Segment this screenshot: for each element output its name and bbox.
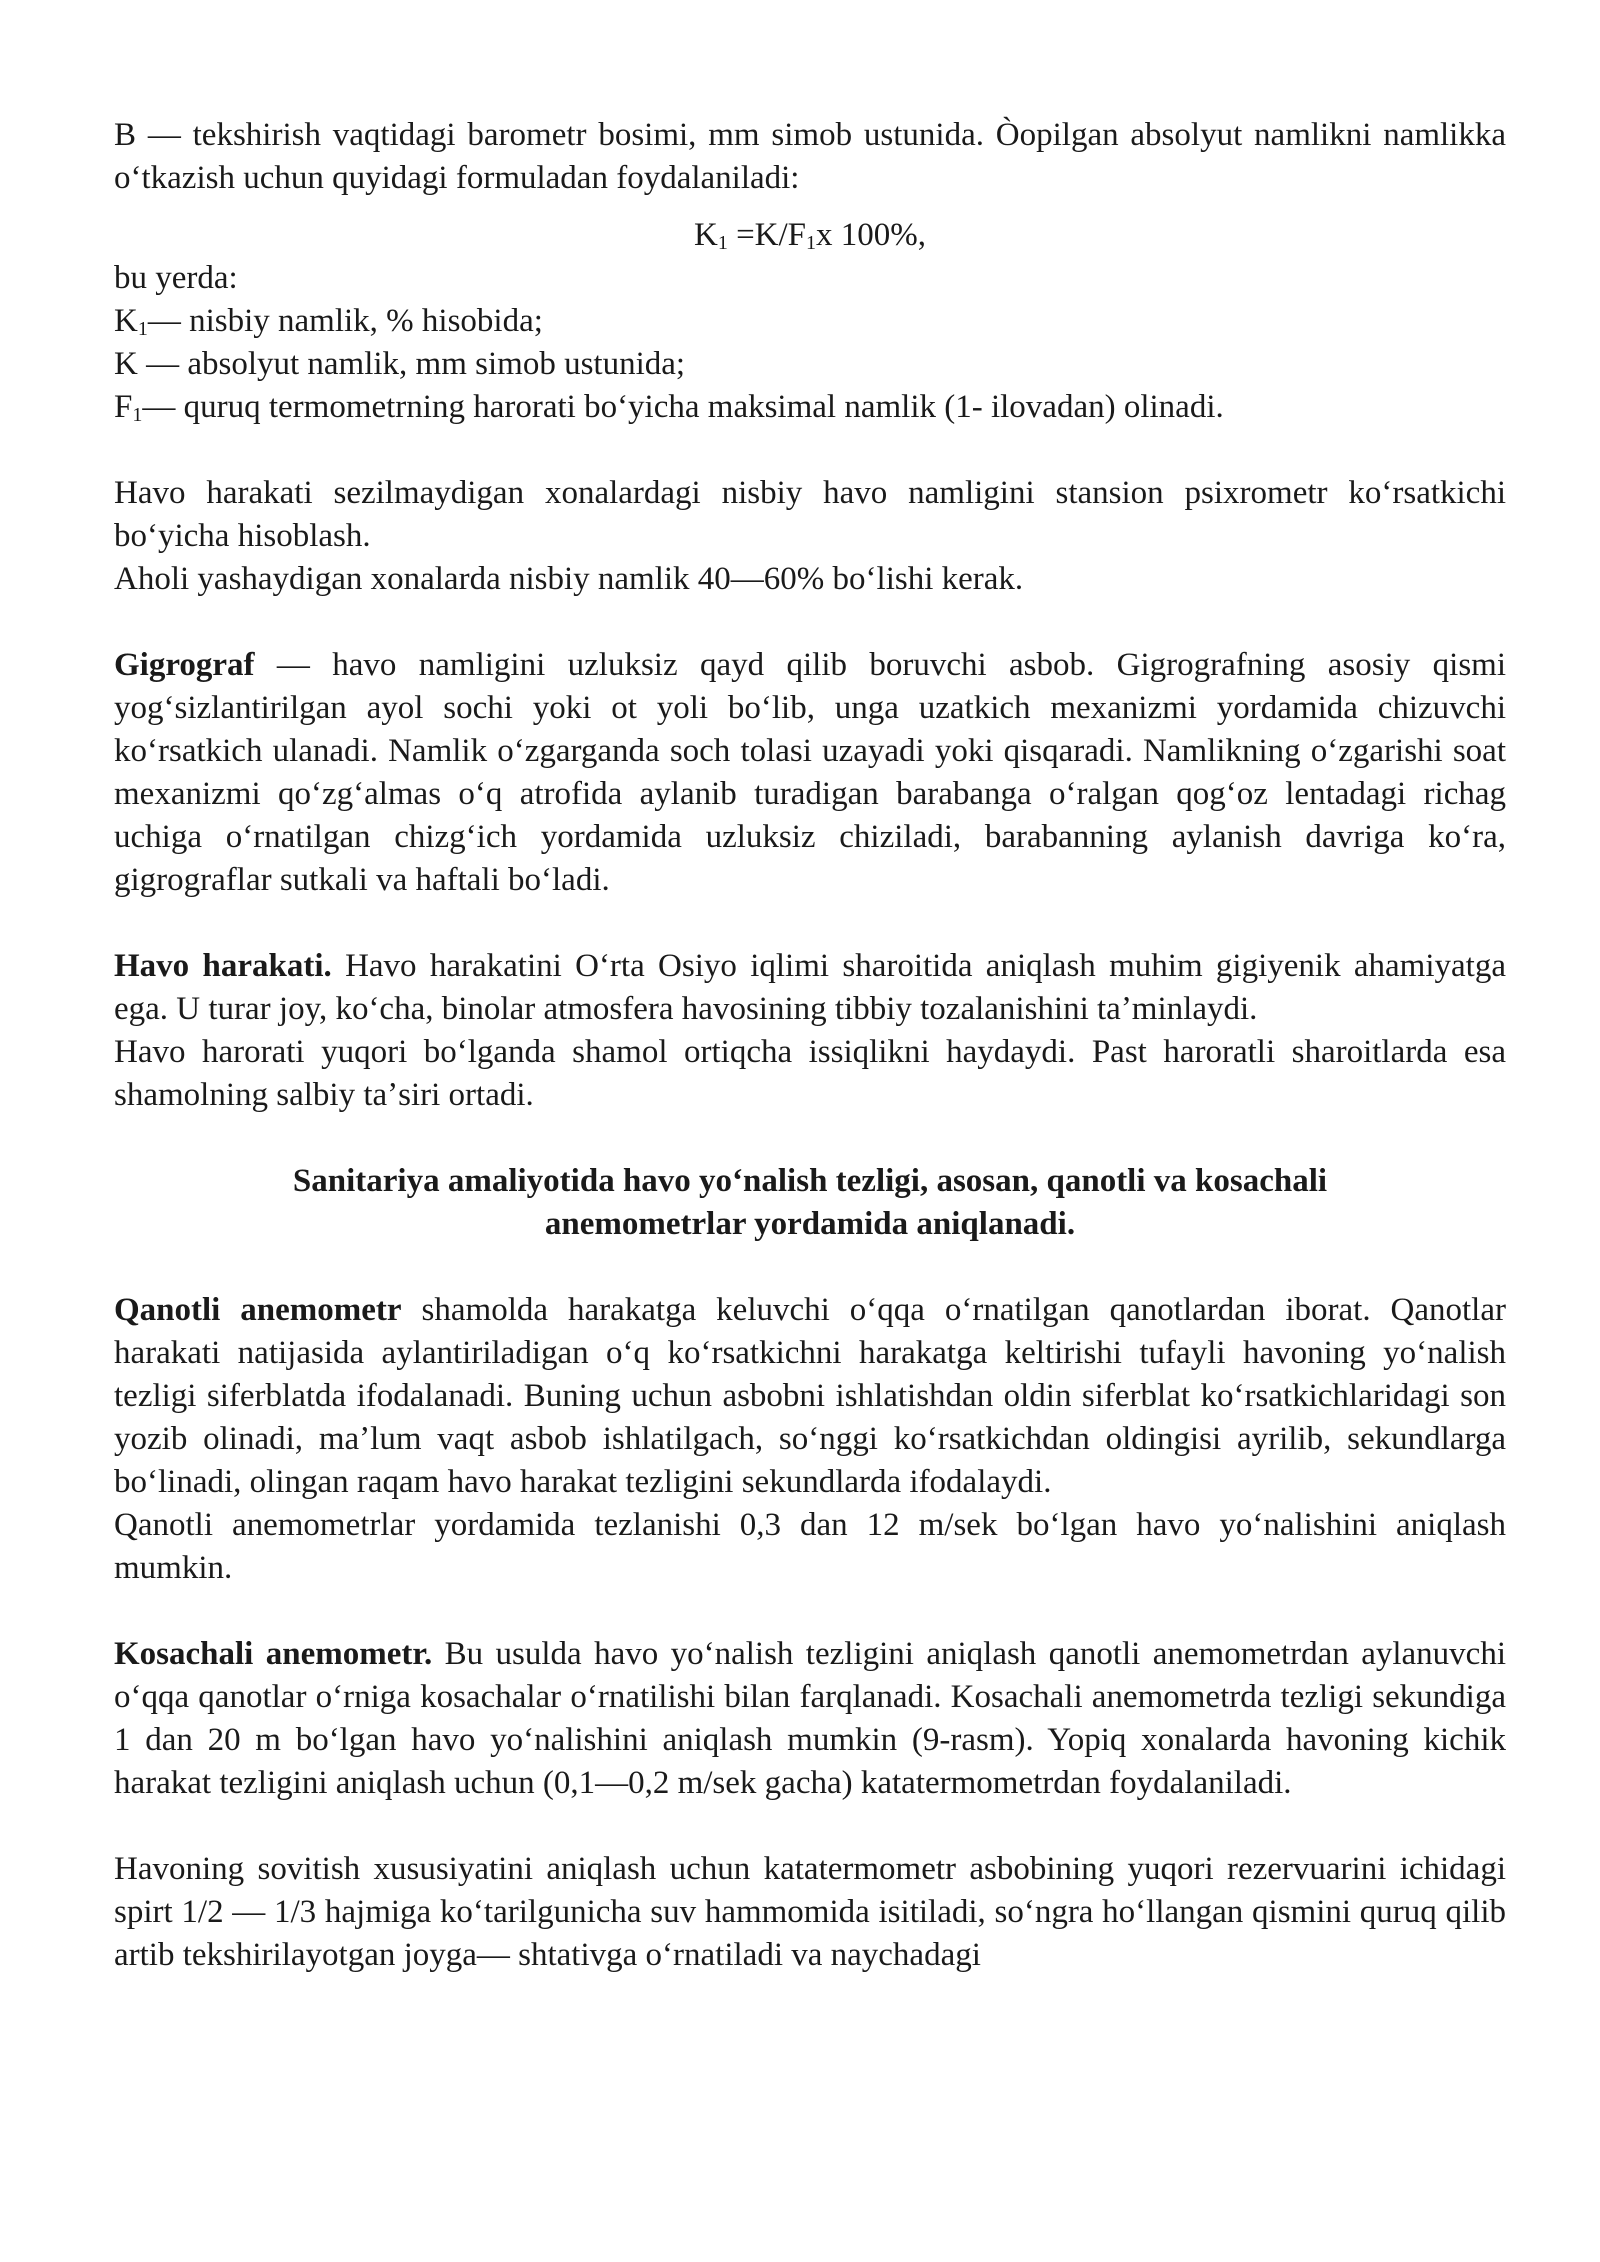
definition-k1 [114, 300, 1506, 343]
paragraph-psychrometer: Havo harakati sezilmaydigan xonalardagi nisbiy havo namligini stansion psixrometr koʻrsatkichi boʻyicha hisoblash. [114, 475, 1506, 554]
formula-tail: x 100%, [816, 217, 927, 253]
definition-k1-text: — nisbiy namlik, % hisobida; [147, 303, 543, 339]
spacer [114, 1805, 1506, 1848]
spacer [114, 1246, 1506, 1289]
formula-f-subscript: 1 [806, 232, 817, 254]
formula-k: K [693, 217, 718, 253]
term-hygrograph: Gigrograf [114, 647, 255, 683]
paragraph-cup-anemometer-text: Bu usulda havo yoʻnalish tezligini aniqlash qanotli anemometrdan aylanuvchi oʻqqa qanotlar oʻrniga kosachalar oʻrnatilishi bilan farqlanadi. Kosachali anemometrda tezligi sekundiga 1 dan 20 m boʻlgan havo yoʻnalishini aniqlash mumkin (9-rasm). Yopiq xonalarda havoning kichik harakat tezligini aniqlash uchun (0,1—0,2 m/sek gacha) katatermometrdan foydalaniladi. [114, 1636, 1506, 1801]
paragraph-air-movement [114, 945, 1506, 1031]
formula-mid: =K/F [727, 217, 807, 253]
paragraph-air-movement-text: Havo harakatini Oʻrta Osiyo iqlimi sharoitida aniqlash muhim gigiyenik ahamiyatga ega. U turar joy, koʻcha, binolar atmosfera havosining tibbiy tozalanishini taʼminlaydi. [114, 948, 1506, 1027]
formula-k-subscript: 1 [717, 232, 728, 254]
definition-k: K — absolyut namlik, mm simob ustunida; [114, 346, 686, 382]
definitions-intro: bu yerda: [114, 260, 238, 296]
document-page [114, 114, 1506, 1977]
formula-relative-humidity [114, 214, 1506, 257]
spacer [114, 200, 1506, 214]
paragraph-vane-anemometer-range: Qanotli anemometrlar yordamida tezlanishi 0,3 dan 12 m/sek boʻlgan havo yoʻnalishini aniqlash mumkin. [114, 1507, 1506, 1586]
paragraph-vane-anemometer [114, 1289, 1506, 1504]
spacer [114, 902, 1506, 945]
section-heading-line-1: Sanitariya amaliyotida havo yoʻnalish tezligi, asosan, qanotli va kosachali [292, 1163, 1328, 1199]
paragraph-humidity-norm: Aholi yashaydigan xonalarda nisbiy namlik 40—60% boʻlishi kerak. [114, 561, 1024, 597]
paragraph-vane-anemometer-text: shamolda harakatga keluvchi oʻqqa oʻrnatilgan qanotlardan iborat. Qanotlar harakati natijasida aylantiriladigan oʻq koʻrsatkichni harakatga keltirishi tufayli havoning yoʻnalish tezligi siferblatda ifodalanadi. Buning uchun asbobni ishlatishdan oldin siferblat koʻrsatkichlaridagi son yozib olinadi, maʼlum vaqt asbob ishlatilgach, soʻnggi koʻrsatkichdan oldingisi ayrilib, sekundlarga boʻlinadi, olingan raqam havo harakat tezligini sekundlarda ifodalaydi. [114, 1292, 1506, 1500]
paragraph-hygrograph-text: — havo namligini uzluksiz qayd qilib boruvchi asbob. Gigrografning asosiy qismi yogʻsizlantirilgan ayol sochi yoki ot yoli boʻlib, unga uzatkich mexanizmi yordamida chizuvchi koʻrsatkich ulanadi. Namlik oʻzgarganda soch tolasi uzayadi yoki qisqaradi. Namlikning oʻzgarishi soat mexanizmi qoʻzgʻalmas oʻq atrofida aylanib turadigan barabanga oʻralgan qogʻoz lentadagi richag uchiga oʻrnatilgan chizgʻich yordamida uzluksiz chiziladi, barabanning aylanish davriga koʻra, gigrograflar sutkali va haftali boʻladi. [114, 647, 1506, 898]
spacer [114, 1117, 1506, 1160]
definition-k1-subscript: 1 [137, 318, 148, 340]
term-cup-anemometer: Kosachali anemometr. [114, 1636, 433, 1672]
paragraph-barometer: B — tekshirish vaqtidagi barometr bosimi, mm simob ustunida. Òopilgan absolyut namlikni namlikka oʻtkazish uchun quyidagi formuladan foydalaniladi: [114, 117, 1506, 196]
definition-f1 [114, 386, 1506, 429]
spacer [114, 429, 1506, 472]
spacer [114, 1590, 1506, 1633]
term-air-movement: Havo harakati. [114, 948, 332, 984]
paragraph-hygrograph [114, 644, 1506, 902]
term-vane-anemometer: Qanotli anemometr [114, 1292, 402, 1328]
section-heading-line-2: anemometrlar yordamida aniqlanadi. [544, 1206, 1076, 1242]
definition-f1-subscript: 1 [132, 404, 143, 426]
paragraph-katathermometer: Havoning sovitish xususiyatini aniqlash uchun katatermometr asbobining yuqori rezervuarini ichidagi spirt 1/2 — 1/3 hajmiga koʻtarilgunicha suv hammomida isitiladi, soʻngra hoʻllangan qismini quruq qilib artib tekshirilayotgan joyga— shtativga oʻrnatiladi va naychadagi [114, 1851, 1506, 1973]
definition-f1-symbol: F [114, 389, 133, 425]
definition-k1-symbol: K [114, 303, 138, 339]
definition-f1-text: — quruq termometrning harorati boʻyicha maksimal namlik (1- ilovadan) olinadi. [142, 389, 1224, 425]
spacer [114, 601, 1506, 644]
paragraph-wind-temperature: Havo harorati yuqori boʻlganda shamol ortiqcha issiqlikni haydaydi. Past haroratli sharoitlarda esa shamolning salbiy taʼsiri ortadi. [114, 1034, 1506, 1113]
paragraph-cup-anemometer [114, 1633, 1506, 1805]
